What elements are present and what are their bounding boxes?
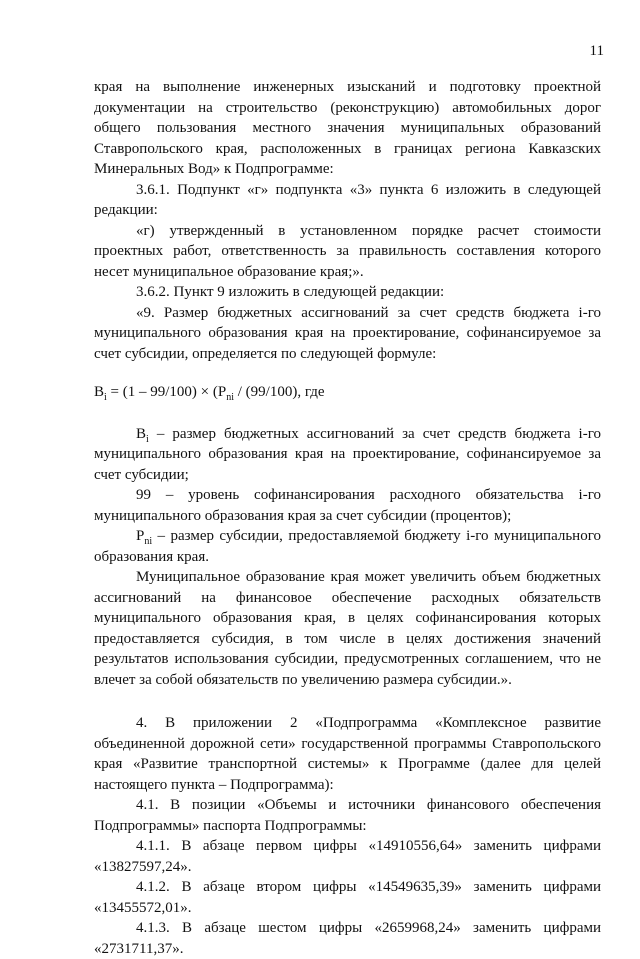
definition-bi: [94, 424, 601, 486]
formula-p-subscript: ni: [226, 392, 234, 403]
paragraph-region-kmv: края на выполнение инженерных изысканий и подготовку проектной документации на строительство (реконструкцию) автомобильных дорог общего пользования местного значения муниципальных образований Ставропольского края, расположенных в границах региона Кавказских Минеральных Вод» к Подпрограмме:: [94, 79, 601, 177]
document-body: [94, 77, 601, 959]
paragraph-4-1-1: 4.1.1. В абзаце первом цифры «14910556,64» заменить цифрами «13827597,24».: [94, 838, 601, 875]
page-number: 11: [589, 43, 604, 59]
paragraph-subpoint-g: «г) утвержденный в установленном порядке расчет стоимости проектных работ, ответственность за правильность составления которого несет муниципальное образование края;».: [94, 222, 601, 280]
formula-end: / (99/100), где: [234, 384, 325, 400]
formula-b: B: [94, 384, 105, 400]
paragraph-4-1-2: 4.1.2. В абзаце втором цифры «14549635,39» заменить цифрами «13455572,01».: [94, 879, 601, 916]
formula-middle: = (1 – 99/100) × (P: [106, 384, 227, 400]
paragraph-4: 4. В приложении 2 «Подпрограмма «Комплексное развитие объединенной дорожной сети» государственной программы Ставропольского края «Развитие транспортной системы» к Программе (далее для целей настоящего пункта – Подпрограмма):: [94, 715, 601, 793]
definition-pni-text: – размер субсидии, предоставляемой бюджету i-го муниципального образования края.: [94, 528, 601, 565]
definition-bi-text: – размер бюджетных ассигнований за счет средств бюджета i-го муниципального образования края на проектирование, софинансируемое за счет субсидии;: [94, 425, 601, 483]
paragraph-4-1-3: 4.1.3. В абзаце шестом цифры «2659968,24» заменить цифрами «2731711,37».: [94, 920, 601, 957]
paragraph-4-1: 4.1. В позиции «Объемы и источники финансового обеспечения Подпрограммы» паспорта Подпрограммы:: [94, 797, 601, 834]
formula-b-subscript: i: [104, 392, 107, 403]
formula: [94, 382, 601, 403]
definition-pni-symbol: P: [136, 528, 145, 544]
paragraph-municipality-increase: Муниципальное образование края может увеличить объем бюджетных ассигнований на финансовое обеспечение расходных обязательств муниципального образования края, в целях софинансирования которых предоставляется субсидия, в том числе в целях достижения значений результатов использования субсидии, предусмотренных соглашением, что не влечет за собой обязательств по увеличению размера субсидии.».: [94, 569, 601, 688]
definition-bi-subscript: i: [146, 433, 149, 445]
definition-pni-subscript: ni: [144, 536, 153, 547]
definition-99: 99 – уровень софинансирования расходного обязательства i-го муниципального образования края за счет субсидии (процентов);: [94, 487, 601, 524]
paragraph-3-6-1: 3.6.1. Подпункт «г» подпункта «3» пункта 6 изложить в следующей редакции:: [94, 181, 601, 218]
definition-pni: [94, 526, 601, 567]
paragraph-point-9: «9. Размер бюджетных ассигнований за счет средств бюджета i-го муниципального образования края на проектирование, софинансируемое за счет субсидии, определяется по следующей формуле:: [94, 304, 601, 362]
paragraph-3-6-2: 3.6.2. Пункт 9 изложить в следующей редакции:: [136, 284, 445, 300]
definition-bi-symbol: B: [136, 425, 147, 442]
